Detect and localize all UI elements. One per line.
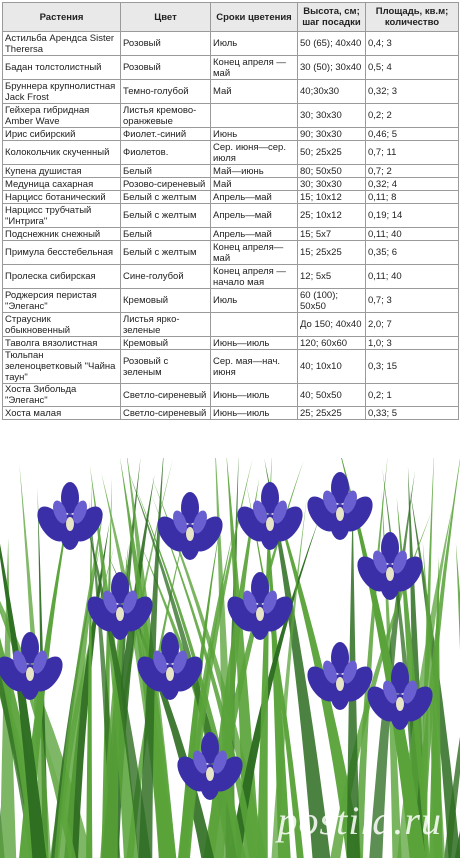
table-row	[3, 384, 459, 407]
table-row	[3, 228, 459, 241]
iris-center	[256, 607, 264, 621]
table-cell: Листья кремово-оранжевые	[121, 104, 211, 128]
table-cell: Июнь—июль	[211, 407, 298, 420]
table-cell: 2,0; 7	[366, 313, 459, 337]
table-cell: 12; 5x5	[298, 265, 366, 289]
table-cell: 30; 30x30	[298, 178, 366, 191]
table-cell: До 150; 40x40	[298, 313, 366, 337]
table-row	[3, 289, 459, 313]
table-cell: Астильба Арендса Sister Therersa	[3, 32, 121, 56]
table-cell: 0,4; 3	[366, 32, 459, 56]
table-row	[3, 265, 459, 289]
iris-center	[206, 767, 214, 781]
table-cell: Апрель—май	[211, 204, 298, 228]
table-cell: Нарцисс ботанический	[3, 191, 121, 204]
table-cell: 40; 10x10	[298, 350, 366, 384]
iris-center	[336, 677, 344, 691]
table-cell: 50; 25x25	[298, 141, 366, 165]
table-cell: Светло-сиреневый	[121, 407, 211, 420]
table-cell: 90; 30x30	[298, 128, 366, 141]
header-cell: Сроки цветения	[211, 3, 298, 32]
table-cell: Таволга вязолистная	[3, 337, 121, 350]
table-cell: Темно-голубой	[121, 80, 211, 104]
table-row	[3, 104, 459, 128]
table-cell: Май	[211, 80, 298, 104]
table-cell: Май	[211, 178, 298, 191]
table-cell: Май—июнь	[211, 165, 298, 178]
table-cell: Апрель—май	[211, 228, 298, 241]
table-cell: Июль	[211, 32, 298, 56]
iris-center	[116, 607, 124, 621]
table-cell: 40; 50x50	[298, 384, 366, 407]
table-cell: 15; 5x7	[298, 228, 366, 241]
table-cell: 0,7; 2	[366, 165, 459, 178]
table-cell: Фиолетов.	[121, 141, 211, 165]
table-cell: Розовый с зеленым	[121, 350, 211, 384]
table-row	[3, 313, 459, 337]
table-header-row	[3, 3, 459, 32]
table-cell	[211, 104, 298, 128]
iris-center	[66, 517, 74, 531]
table-cell: 0,3; 15	[366, 350, 459, 384]
table-cell: Конец апреля —начало мая	[211, 265, 298, 289]
iris-center	[386, 567, 394, 581]
table-row	[3, 128, 459, 141]
iris-photo	[0, 458, 460, 858]
table-cell: 0,32; 4	[366, 178, 459, 191]
table-cell: 0,46; 5	[366, 128, 459, 141]
iris-center	[336, 507, 344, 521]
table-cell: Медуница сахарная	[3, 178, 121, 191]
table-cell: 30 (50); 30x40	[298, 56, 366, 80]
table-cell: Сер. мая—нач. июня	[211, 350, 298, 384]
table-cell: Хоста малая	[3, 407, 121, 420]
iris-center	[186, 527, 194, 541]
table-cell: Кремовый	[121, 289, 211, 313]
table-cell: Белый	[121, 228, 211, 241]
iris-center	[166, 667, 174, 681]
table-cell: 25; 25x25	[298, 407, 366, 420]
table-cell: Ирис сибирский	[3, 128, 121, 141]
table-cell: 0,35; 6	[366, 241, 459, 265]
table-cell: Розово-сиреневый	[121, 178, 211, 191]
table-row	[3, 56, 459, 80]
table-cell: Подснежник снежный	[3, 228, 121, 241]
table-row	[3, 241, 459, 265]
table-row	[3, 350, 459, 384]
table-cell: 120; 60x60	[298, 337, 366, 350]
table-cell: Кремовый	[121, 337, 211, 350]
table-cell: Сине-голубой	[121, 265, 211, 289]
iris-center	[396, 697, 404, 711]
header-cell: Цвет	[121, 3, 211, 32]
table-row	[3, 178, 459, 191]
table-cell: Июнь	[211, 128, 298, 141]
table-cell: 15; 10x12	[298, 191, 366, 204]
table-cell: Белый с желтым	[121, 204, 211, 228]
table-cell: Страусник обыкновенный	[3, 313, 121, 337]
table-cell: 0,7; 3	[366, 289, 459, 313]
plants-table	[2, 2, 459, 420]
table-cell	[211, 313, 298, 337]
table-cell: Роджерсия перистая "Элеганс"	[3, 289, 121, 313]
table-cell: Розовый	[121, 32, 211, 56]
table-cell: Конец апреля — май	[211, 56, 298, 80]
table-cell: Сер. июня—сер. июля	[211, 141, 298, 165]
table-cell: Белый с желтым	[121, 191, 211, 204]
table-cell: Хоста Зибольда "Элеганс"	[3, 384, 121, 407]
table-cell: 25; 10x12	[298, 204, 366, 228]
header-cell: Высота, см; шаг посадки	[298, 3, 366, 32]
table-cell: 60 (100); 50x50	[298, 289, 366, 313]
table-cell: 0,2; 1	[366, 384, 459, 407]
table-cell: Фиолет.-синий	[121, 128, 211, 141]
table-cell: 0,19; 14	[366, 204, 459, 228]
table-cell: Купена душистая	[3, 165, 121, 178]
table-cell: Колокольчик скученный	[3, 141, 121, 165]
table-cell: 0,32; 3	[366, 80, 459, 104]
table-row	[3, 191, 459, 204]
table-cell: 0,11; 40	[366, 265, 459, 289]
table-row	[3, 32, 459, 56]
table-cell: 50 (65); 40x40	[298, 32, 366, 56]
table-cell: Бадан толстолистный	[3, 56, 121, 80]
table-cell: Примула бесстебельная	[3, 241, 121, 265]
header-cell: Растения	[3, 3, 121, 32]
table-row	[3, 337, 459, 350]
table-cell: Нарцисс трубчатый "Интрига"	[3, 204, 121, 228]
table-cell: 1,0; 3	[366, 337, 459, 350]
table-cell: Июнь—июль	[211, 337, 298, 350]
table-cell: Пролеска сибирская	[3, 265, 121, 289]
table-cell: Тюльпан зеленоцветковый "Чайна таун"	[3, 350, 121, 384]
table-row	[3, 80, 459, 104]
table-cell: Гейхера гибридная Amber Wave	[3, 104, 121, 128]
table-cell: Июнь—июль	[211, 384, 298, 407]
table-cell: 0,7; 11	[366, 141, 459, 165]
table-row	[3, 407, 459, 420]
watermark-text: postila.ru	[277, 798, 442, 843]
table-cell: 0,5; 4	[366, 56, 459, 80]
table-cell: 40;30x30	[298, 80, 366, 104]
iris-center	[26, 667, 34, 681]
table-cell: Белый	[121, 165, 211, 178]
table-cell: Бруннера крупнолистная Jack Frost	[3, 80, 121, 104]
table-cell: 15; 25x25	[298, 241, 366, 265]
table-row	[3, 204, 459, 228]
table-cell: Конец апреля—май	[211, 241, 298, 265]
table-cell: 0,11; 8	[366, 191, 459, 204]
table-cell: 0,11; 40	[366, 228, 459, 241]
table-cell: 30; 30x30	[298, 104, 366, 128]
table-cell: Июль	[211, 289, 298, 313]
table-cell: Белый с желтым	[121, 241, 211, 265]
table-cell: Листья ярко-зеленые	[121, 313, 211, 337]
header-cell: Площадь, кв.м; количество	[366, 3, 459, 32]
table-cell: 0,2; 2	[366, 104, 459, 128]
iris-center	[266, 517, 274, 531]
table-cell: Апрель—май	[211, 191, 298, 204]
table-cell: 0,33; 5	[366, 407, 459, 420]
table-row	[3, 141, 459, 165]
table-cell: Розовый	[121, 56, 211, 80]
table-cell: Светло-сиреневый	[121, 384, 211, 407]
table-row	[3, 165, 459, 178]
table-cell: 80; 50x50	[298, 165, 366, 178]
